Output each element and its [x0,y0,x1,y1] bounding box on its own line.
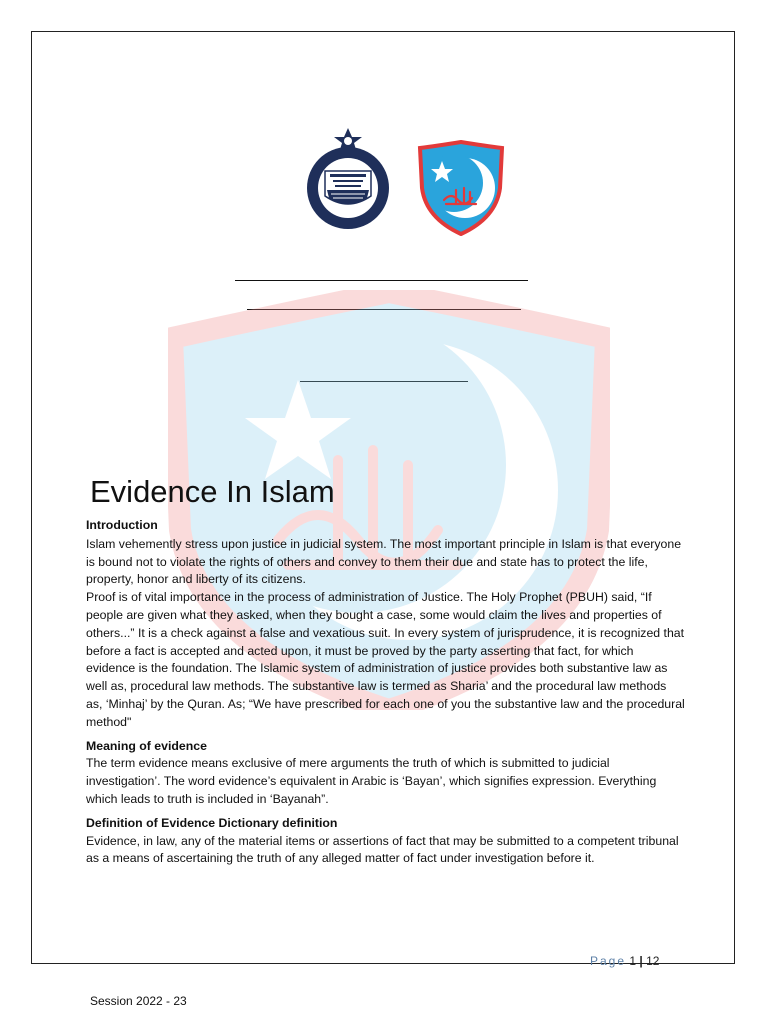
section-paragraph: The term evidence means exclusive of mere arguments the truth of which is submitted to judicial investigation’. The word evidence’s equivalent in Arabic is ‘Bayan’, which signifies expression. Everything which leads to truth is included in ‘Bayanah”. [86,756,657,806]
section-paragraph: Evidence, in law, any of the material items or assertions of fact that may be submitted to a competent tribunal as a means of ascertaining the truth of any alleged matter of fact under investigation before it. [86,833,679,866]
document-body [86,517,686,868]
session-label: Session 2022 - 23 [90,994,187,1008]
current-page: 1 [629,954,637,968]
section-paragraph: Islam vehemently stress upon justice in judicial system. The most important principle in Islam is that everyone is bound not to violate the rights of others and convey to them their due and state has to protect the life, property, honor and liberty of its citizens. [86,536,682,587]
page-separator: | [639,954,643,968]
total-pages: 12 [646,954,660,968]
crescent-star-shield-logo [416,140,506,236]
section-heading: Definition of Evidence Dictionary definition [86,815,338,830]
title-rule-1 [235,280,528,281]
page-label: Page [590,954,627,968]
document-title: Evidence In Islam [90,474,335,509]
title-rule-2 [247,309,521,310]
section-paragraph: Proof is of vital importance in the process of administration of Justice. The Holy Prophet (PBUH) said, “If people are given what they asked, when they bought a case, some would claim the lives and properties of others...” It is a check against a false and vexatious suit. In every system of jurisprudence, it is recognized that before a fact is accepted and acted upon, it must be proved by the party asserting that fact, for which evidence is the foundation. The Islamic system of administration of justice provides both substantive law as well as, procedural law methods. The substantive law is termed as Sharia’ and the procedural law methods as, ‘Minhaj’ by the Quran. As; “We have prescribed for each one of you the substantive law and the procedural method" [86,590,685,729]
title-rule-3 [300,381,468,382]
university-law-college-logo [303,128,393,230]
section-heading: Meaning of evidence [86,738,207,753]
section-heading: Introduction [86,518,158,532]
page-number [590,954,659,968]
